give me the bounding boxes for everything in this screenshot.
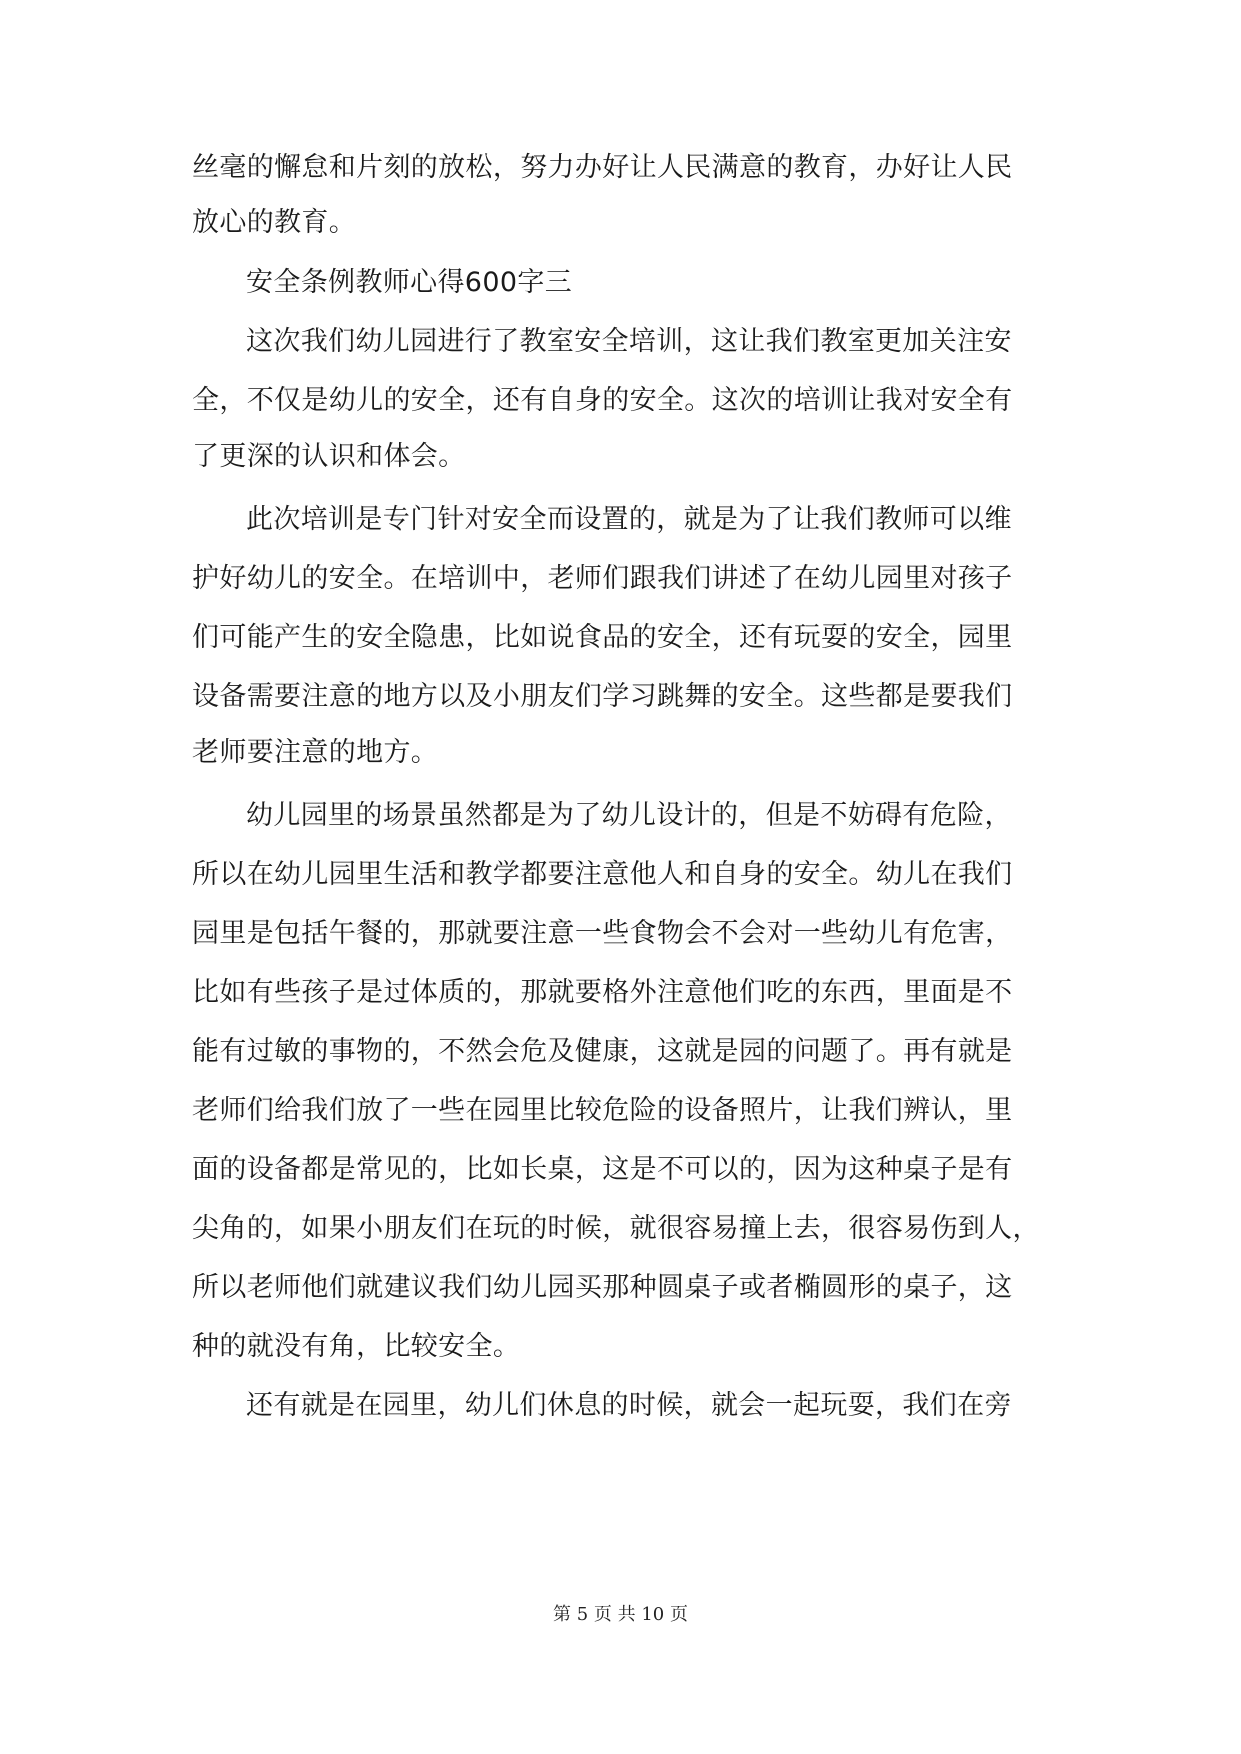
text-line: 园里是包括午餐的，那就要注意一些食物会不会对一些幼儿有危害，	[192, 918, 1013, 949]
text-line: 了更深的认识和体会。	[192, 441, 466, 472]
text-line: 设备需要注意的地方以及小朋友们学习跳舞的安全。这些都是要我们	[192, 681, 1013, 712]
text-line: 幼儿园里的场景虽然都是为了幼儿设计的，但是不妨碍有危险，	[246, 800, 1012, 831]
text-line: 老师要注意的地方。	[192, 737, 439, 768]
text-line: 种的就没有角，比较安全。	[192, 1331, 521, 1362]
text-line: 能有过敏的事物的，不然会危及健康，这就是园的问题了。再有就是	[192, 1036, 1013, 1067]
page-number: 第 5 页 共 10 页	[553, 1604, 688, 1625]
text-line: 们可能产生的安全隐患，比如说食品的安全，还有玩耍的安全，园里	[192, 622, 1013, 653]
text-line: 还有就是在园里，幼儿们休息的时候，就会一起玩耍，我们在旁	[246, 1390, 1012, 1421]
text-line: 所以老师他们就建议我们幼儿园买那种圆桌子或者椭圆形的桌子，这	[192, 1272, 1013, 1303]
text-line: 尖角的，如果小朋友们在玩的时候，就很容易撞上去，很容易伤到人，	[192, 1213, 1040, 1244]
text-line: 这次我们幼儿园进行了教室安全培训，这让我们教室更加关注安	[246, 326, 1012, 357]
text-line: 放心的教育。	[192, 207, 357, 238]
text-line: 比如有些孩子是过体质的，那就要格外注意他们吃的东西，里面是不	[192, 977, 1013, 1008]
section-heading: 安全条例教师心得600字三	[246, 267, 573, 298]
text-line: 丝毫的懈怠和片刻的放松，努力办好让人民满意的教育，办好让人民	[192, 152, 1013, 183]
text-line: 此次培训是专门针对安全而设置的，就是为了让我们教师可以维	[246, 504, 1012, 535]
text-line: 护好幼儿的安全。在培训中，老师们跟我们讲述了在幼儿园里对孩子	[192, 563, 1013, 594]
text-line: 全，不仅是幼儿的安全，还有自身的安全。这次的培训让我对安全有	[192, 385, 1013, 416]
text-line: 所以在幼儿园里生活和教学都要注意他人和自身的安全。幼儿在我们	[192, 859, 1013, 890]
text-line: 面的设备都是常见的，比如长桌，这是不可以的，因为这种桌子是有	[192, 1154, 1013, 1185]
text-line: 老师们给我们放了一些在园里比较危险的设备照片，让我们辨认，里	[192, 1095, 1013, 1126]
